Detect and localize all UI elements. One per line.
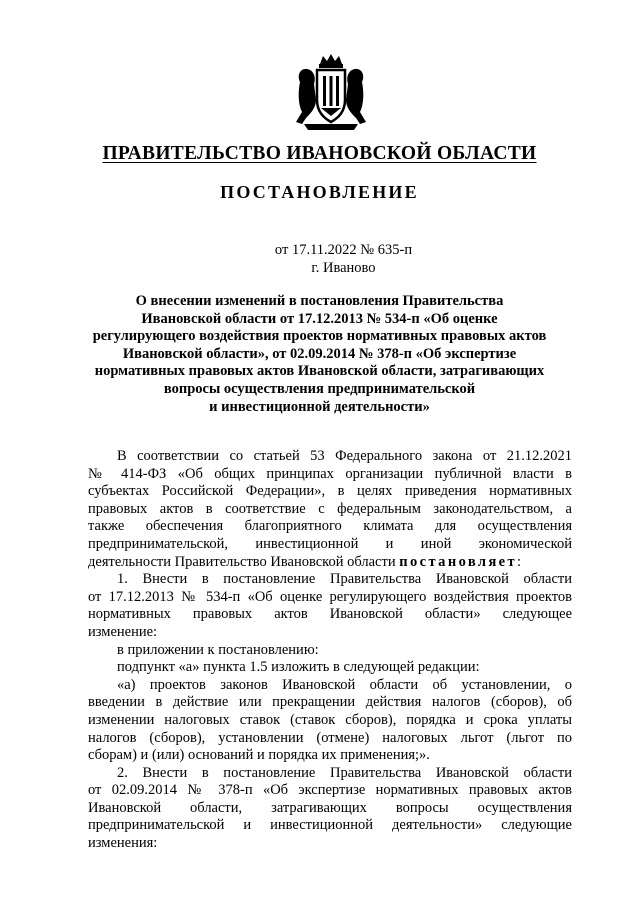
coat-of-arms-emblem [292,52,370,132]
body-line: изменения: [88,835,158,852]
body-line: сборам) и (или) оснований и порядка их применения;». [88,747,430,764]
body-line: также обеспечения благоприятного климата для осуществления [88,518,572,535]
government-title: ПРАВИТЕЛЬСТВО ИВАНОВСКОЙ ОБЛАСТИ [102,143,537,164]
decree-word: постановляет [399,553,518,570]
preamble-last-line: деятельности Правительство Ивановской области [88,553,396,570]
body-line [88,554,572,572]
body-line: изменении налоговых ставок (ставок сборов), порядка и срока уплаты [88,711,572,728]
body-line: налогов (сборов), установлении (отмене) налоговых льгот (льгот по [88,729,572,746]
body-line: Ивановской области, затрагивающих вопросы осуществления [88,799,572,816]
subject-line: Ивановской области», от 02.09.2014 № 378-п «Об экспертизе [122,345,517,362]
document-city: г. Иваново [311,260,376,276]
subject-line: нормативных правовых актов Ивановской области, затрагивающих [94,363,545,380]
document-body [88,448,572,853]
preamble-paragraph [88,448,572,571]
body-line: 1. Внести в постановление Правительства Ивановской области [117,571,572,588]
body-line: правовых актов в соответствие с федеральным законодательством, а [88,500,572,517]
preamble-colon: : [517,553,522,570]
body-line: предпринимательской и инвестиционной деятельности» следующие [88,817,572,834]
item-1-paragraph [88,571,572,765]
body-line: от 02.09.2014 № 378-п «Об экспертизе нормативных правовых актов [88,782,572,799]
body-line: подпункт «а» пункта 1.5 изложить в следующей редакции: [117,659,480,676]
document-type: ПОСТАНОВЛЕНИЕ [220,182,419,202]
subject-line: вопросы осуществления предпринимательской [163,380,476,397]
document-subject [0,293,639,416]
body-line: введении в действие или прекращении действия налогов (сборов), об [88,694,572,711]
subject-line: и инвестиционной деятельности» [209,398,430,415]
body-line: субъектах Российской Федерации», в целях приведения нормативных [88,483,572,500]
item-2-paragraph [88,765,572,853]
body-line: «а) проектов законов Ивановской области об установлении, о [117,676,572,693]
body-line: в приложении к постановлению: [117,641,319,658]
body-line: предпринимательской, инвестиционной и иной экономической [88,535,572,552]
document-date-number: от 17.11.2022 № 635-п [274,242,413,258]
subject-line: регулирующего воздействия проектов нормативных правовых актов [92,328,547,345]
body-line: В соответствии со статьей 53 Федерального закона от 21.12.2021 [117,448,572,464]
subject-line: О внесении изменений в постановления Правительства [135,293,504,309]
body-line: от 17.12.2013 № 534-п «Об оценке регулирующего воздействия проектов [88,588,572,605]
body-line: изменение: [88,623,158,640]
body-line: 2. Внести в постановление Правительства Ивановской области [117,764,572,781]
body-line: нормативных правовых актов Ивановской области» следующее [88,606,572,623]
body-line: № 414-ФЗ «Об общих принципах организации публичной власти в [88,465,572,482]
subject-line: Ивановской области от 17.12.2013 № 534-п «Об оценке [141,310,498,327]
